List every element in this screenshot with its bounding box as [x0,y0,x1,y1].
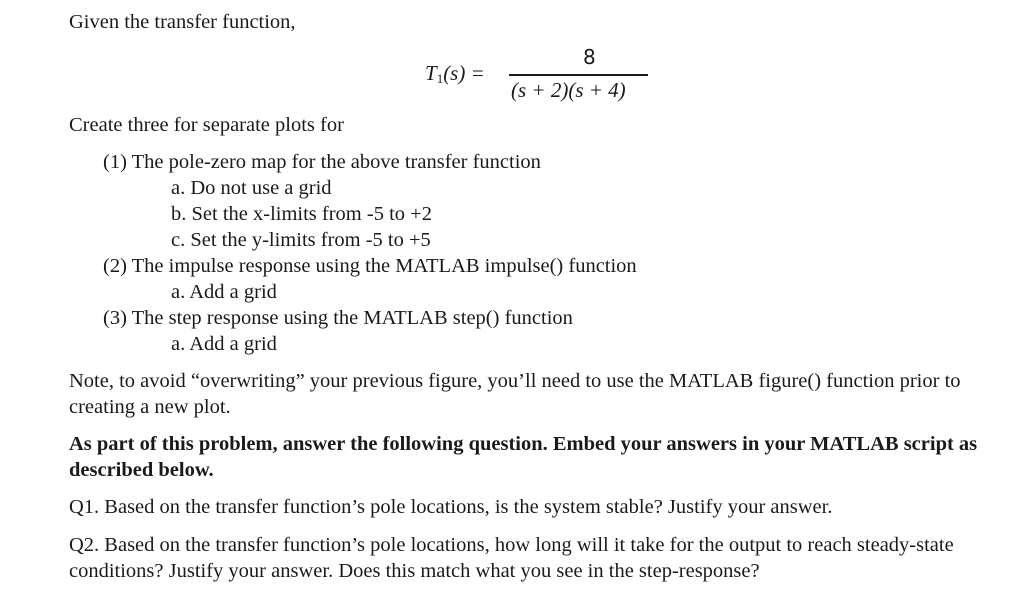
instruction-text: Create three for separate plots for [69,114,344,136]
intro-text: Given the transfer function, [69,11,296,33]
question-q1: Q1. Based on the transfer function’s pole locations, is the system stable? Justify your answer. [69,496,833,518]
bold-instruction: As part of this problem, answer the following question. Embed your answers in your MATLAB script as described below. [69,433,978,481]
equation-lhs-subscript: 1 [436,71,444,86]
equation-lhs-arg: (s) = [443,61,485,85]
list-item: (3) The step response using the MATLAB step() function [103,307,573,329]
equation-denominator: (s + 2)(s + 4) [511,78,626,102]
transfer-function-equation [425,44,665,104]
equation-lhs [425,60,485,92]
sub-list-item: c. Set the y-limits from -5 to +5 [171,229,431,251]
sub-list-item: a. Do not use a grid [171,177,332,199]
note-paragraph: Note, to avoid “overwriting” your previous figure, you’ll need to use the MATLAB figure() function prior to creating a new plot. [69,370,961,418]
sub-list-item: b. Set the x-limits from -5 to +2 [171,203,432,225]
sub-list-item: a. Add a grid [171,281,277,303]
list-item: (2) The impulse response using the MATLAB impulse() function [103,255,637,277]
fraction-bar [509,74,648,76]
list-item: (1) The pole-zero map for the above transfer function [103,151,541,173]
sub-list-item: a. Add a grid [171,333,277,355]
equation-numerator: 8 [583,45,596,69]
equation-lhs-symbol: T [425,61,437,85]
question-q2: Q2. Based on the transfer function’s pole locations, how long will it take for the output to reach steady-state conditions? Justify your answer. Does this match what you see in the step-response? [69,534,954,582]
